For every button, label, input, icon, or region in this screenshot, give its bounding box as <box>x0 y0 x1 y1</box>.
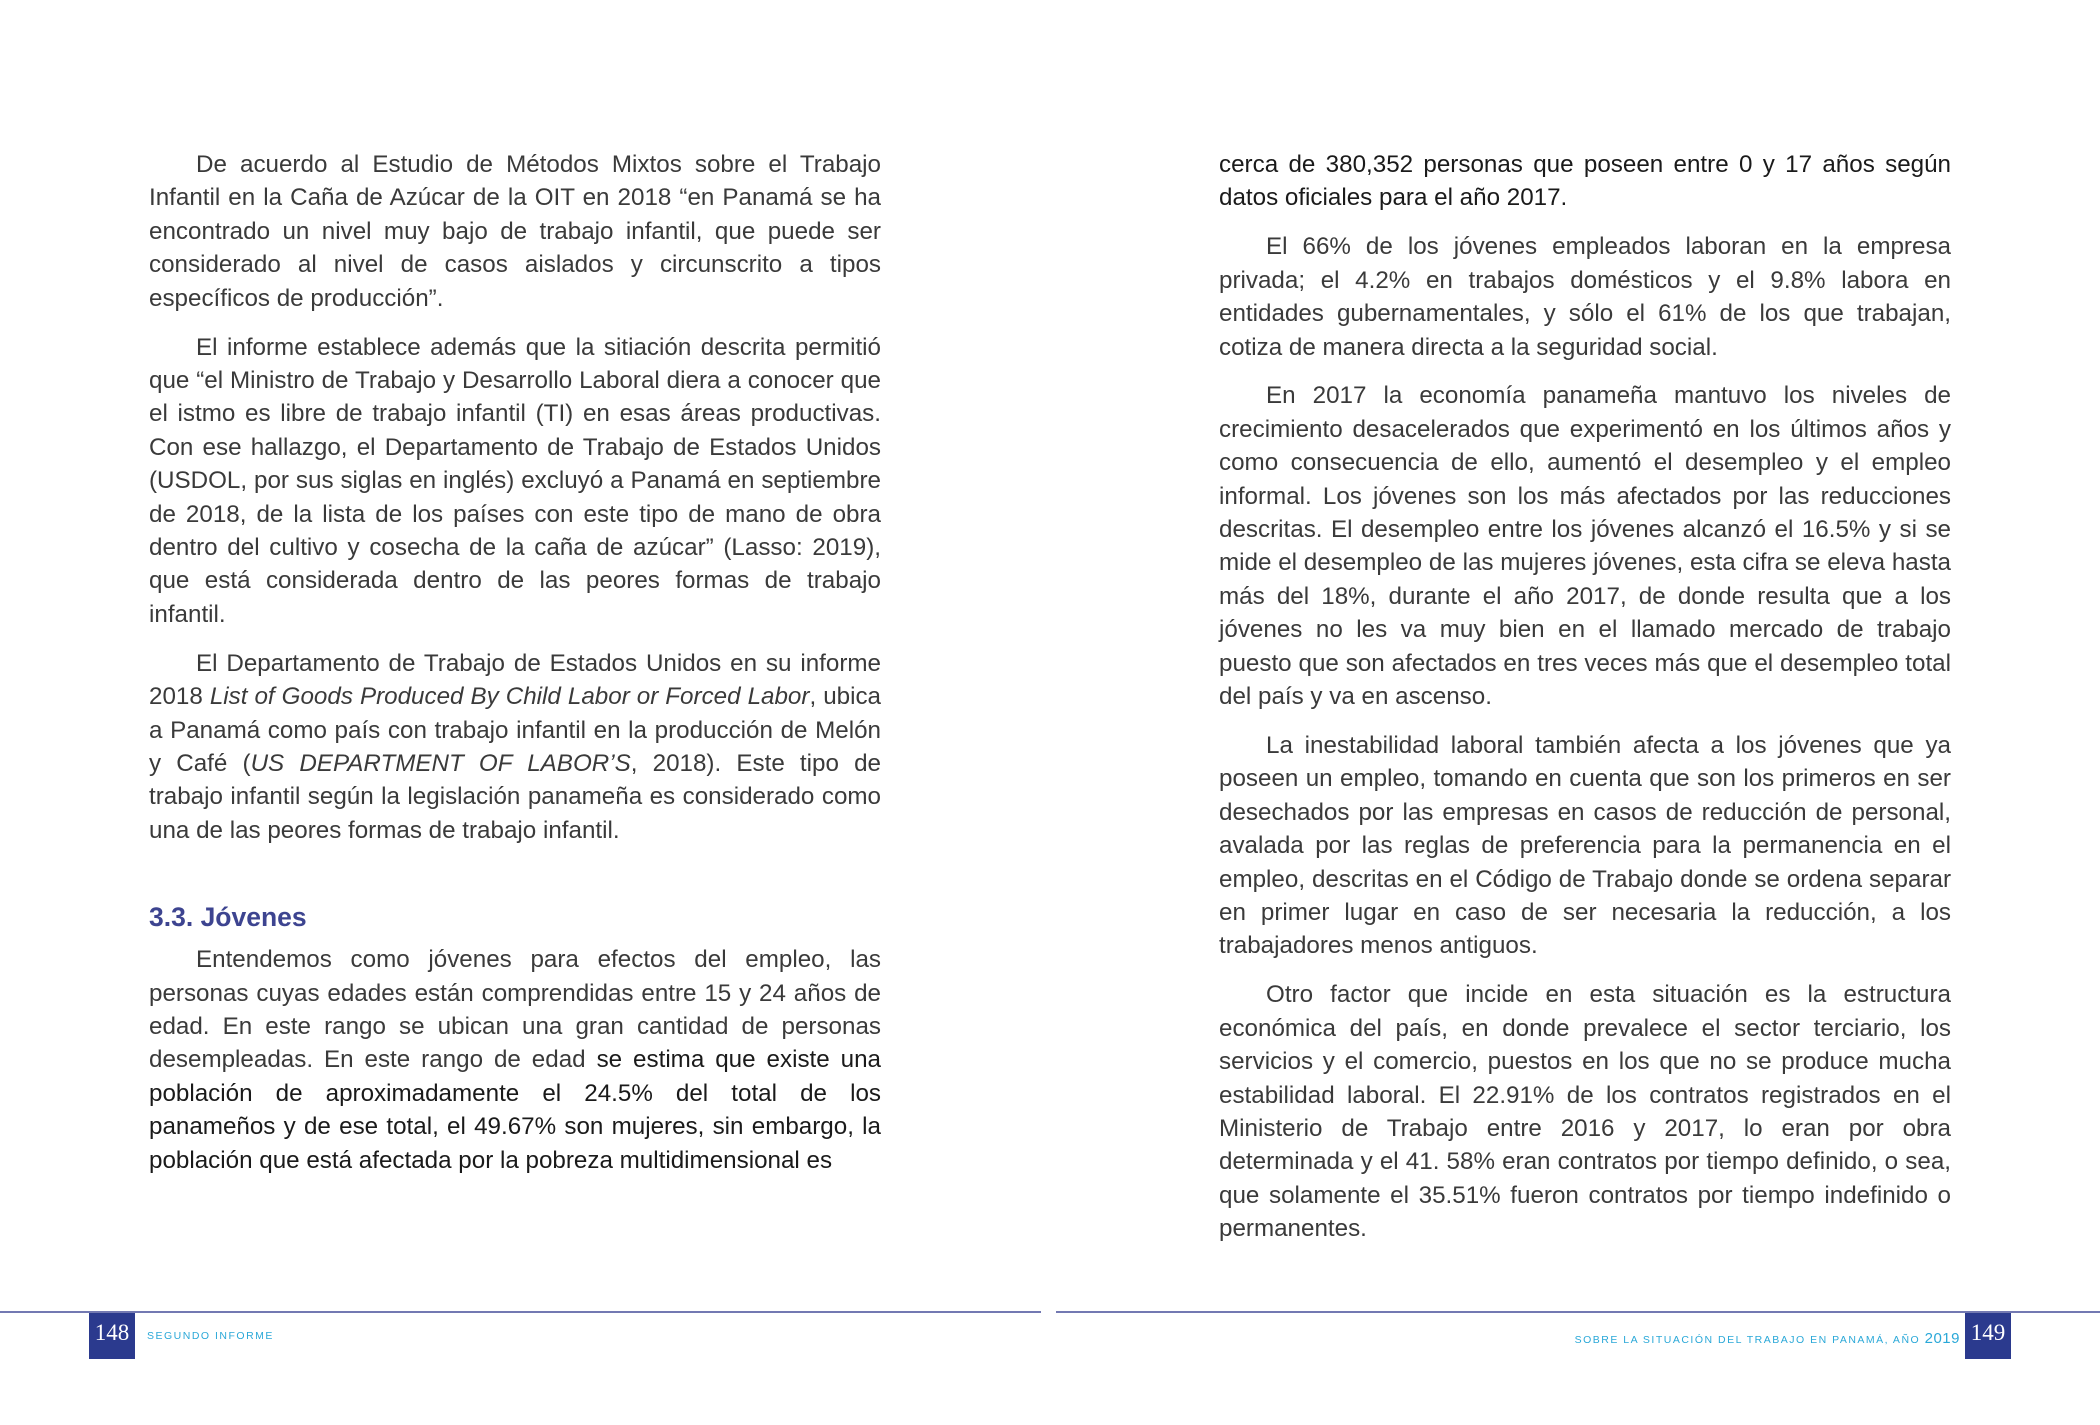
text-span: Entendemos como jóvenes para efectos del empleo, las personas cuyas edades están comprendidas entre 15 y 24 años de edad. En este rango se ubican una gran cantidad de personas desempleadas. En este rango de edad <box>149 946 881 1074</box>
text-span: , 2018). Este tipo de trabajo infantil según la legislación panameña es considerado como una de las peores formas de trabajo infantil. <box>149 749 881 844</box>
section-heading: 3.3. Jóvenes <box>149 902 307 933</box>
left-page-body <box>149 148 881 1192</box>
paragraph: La inestabilidad laboral también afecta a los jóvenes que ya poseen un empleo, tomando en cuenta que son los primeros en ser desechados por las empresas en casos de reducción de personal, avalada por las reglas de preferencia para la permanencia en el empleo, descritas en el Código de Trabajo donde se ordena separar en primer lugar en caso de ser necesaria la reducción, a los trabajadores menos antiguos. <box>1219 732 1951 960</box>
text-span: se estima que existe una población de aproximadamente el 24.5% del total de los panameños y de ese total, el 49.67% son mujeres, sin embargo, la población que está afectada por la pobreza multidimensional es <box>149 1046 881 1174</box>
footer-rule-right <box>1056 1311 2100 1313</box>
footer-left-text: SEGUNDO INFORME <box>147 1330 274 1342</box>
paragraph <box>149 943 881 1177</box>
paragraph: Otro factor que incide en esta situación es la estructura económica del país, en donde prevalece el sector terciario, los servicios y el comercio, puestos en los que no se produce mucha estabilidad laboral. El 22.91% de los contratos registrados en el Ministerio de Trabajo entre 2016 y 2017, lo eran por obra determinada y el 41. 58% eran contratos por tiempo definido, o sea, que solamente el 35.51% fueron contratos por tiempo indefinido o permanentes. <box>1219 981 1951 1243</box>
paragraph: De acuerdo al Estudio de Métodos Mixtos sobre el Trabajo Infantil en la Caña de Azúcar de la OIT en 2018 “en Panamá se ha encontrado un nivel muy bajo de trabajo infantil, que puede ser considerado al nivel de casos aislados y circunscrito a tipos específicos de producción”. <box>149 151 881 312</box>
page-number-left: 148 <box>89 1313 135 1359</box>
paragraph: El informe establece además que la sitiación descrita permitió que “el Ministro de Trabajo y Desarrollo Laboral diera a conocer que el istmo es libre de trabajo infantil (TI) en esas áreas productivas. Con ese hallazgo, el Departamento de Trabajo de Estados Unidos (USDOL, por sus siglas en inglés) excluyó a Panamá en septiembre de 2018, de la lista de los países con este tipo de mano de obra dentro del cultivo y cosecha de la caña de azúcar” (Lasso: 2019), que está considerada dentro de las peores formas de trabajo infantil. <box>149 333 881 628</box>
footer-running-title: SOBRE LA SITUACIÓN DEL TRABAJO EN PANAMÁ, AÑO <box>1574 1334 1921 1346</box>
italic-report-title: List of Goods Produced By Child Labor or Forced Labor <box>209 683 810 711</box>
footer-year: 2019 <box>1924 1330 1960 1347</box>
continued-paragraph: cerca de 380,352 personas que poseen entre 0 y 17 años según datos oficiales para el año 2017. <box>1219 151 1951 212</box>
footer-rule-left <box>0 1311 1041 1313</box>
text-span: El Departamento de Trabajo de Estados Unidos en su informe 2018 <box>149 649 881 711</box>
right-page-body <box>1219 148 1951 1261</box>
paragraph <box>149 647 881 847</box>
text-span: , ubica a Panamá como país con trabajo infantil en la producción de Melón y Café ( <box>149 683 882 777</box>
page-number-right: 149 <box>1965 1313 2011 1359</box>
paragraph: En 2017 la economía panameña mantuvo los niveles de crecimiento desacelerados que experimentó en los últimos años y como consecuencia de ello, aumentó el desempleo y el empleo informal. Los jóvenes son los más afectados por las reducciones descritas. El desempleo entre los jóvenes alcanzó el 16.5% y si se mide el desempleo de las mujeres jóvenes, esta cifra se eleva hasta más del 18%, durante el año 2017, de donde resulta que a los jóvenes no les va muy bien en el llamado mercado de trabajo puesto que son afectados en tres veces más que el desempleo total del país y va en ascenso. <box>1219 382 1951 711</box>
footer-right-text <box>1575 1330 1960 1347</box>
paragraph: El 66% de los jóvenes empleados laboran en la empresa privada; el 4.2% en trabajos domésticos y el 9.8% labora en entidades gubernamentales, y sólo el 61% de los que trabajan, cotiza de manera directa a la seguridad social. <box>1219 233 1951 361</box>
italic-source: US DEPARTMENT OF LABOR’S <box>250 749 631 777</box>
